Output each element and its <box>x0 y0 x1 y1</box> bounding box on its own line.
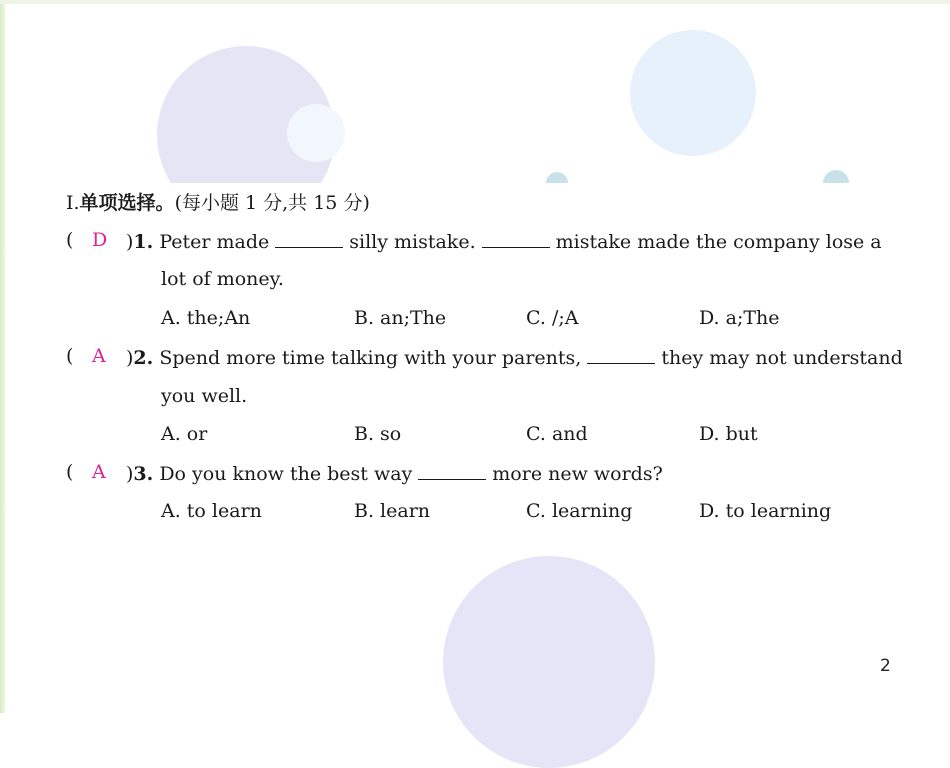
q3-option-b: B. learn <box>354 500 431 522</box>
q3-blank <box>418 461 486 480</box>
bg-circle-small-blue <box>287 104 345 162</box>
q1-option-a: A. the;An <box>161 307 251 329</box>
q2-answer: A <box>92 345 106 367</box>
q3-text-b: more new words? <box>492 463 663 485</box>
q3-option-c: C. learning <box>526 500 633 522</box>
section-note: (每小题 1 分,共 15 分) <box>174 192 370 214</box>
q2-option-c: C. and <box>526 423 588 445</box>
q2-option-b: B. so <box>354 423 402 445</box>
q1-line <box>126 229 886 253</box>
q1-paren-close: ) <box>126 231 134 253</box>
q1-text-a: Peter made <box>159 231 270 253</box>
q1-option-c: C. ∕;A <box>526 307 579 329</box>
q3-paren-close: ) <box>126 463 134 485</box>
q3-paren-open: ( <box>66 461 74 483</box>
section-heading <box>66 188 370 215</box>
q1-answer: D <box>92 229 108 251</box>
q1-option-d: D. a;The <box>699 307 780 329</box>
section-title: 单项选择。 <box>79 192 175 214</box>
q3-text-a: Do you know the best way <box>159 463 413 485</box>
q1-number: 1. <box>133 231 154 253</box>
q1-option-b: B. an;The <box>354 307 447 329</box>
bg-circle-light-blue <box>630 30 756 156</box>
q1-continuation: lot of money. <box>161 268 284 290</box>
q2-text-a: Spend more time talking with your parents, <box>159 347 582 369</box>
q2-text-b: they may not understand <box>661 347 903 369</box>
q2-option-d: D. but <box>699 423 758 445</box>
q2-continuation: you well. <box>161 385 248 407</box>
q3-line <box>126 461 663 485</box>
q3-answer: A <box>92 461 106 483</box>
q2-line <box>126 345 903 369</box>
q3-number: 3. <box>133 463 154 485</box>
q3-option-d: D. to learning <box>699 500 832 522</box>
q1-text-b: silly mistake. <box>349 231 476 253</box>
page-number: 2 <box>880 656 891 676</box>
q2-paren-close: ) <box>126 347 134 369</box>
q2-blank <box>587 345 655 364</box>
q1-blank-1 <box>275 229 343 248</box>
bg-circle-lavender-bottom <box>443 556 655 768</box>
q1-text-c: mistake made the company lose a <box>555 231 882 253</box>
left-edge-decoration <box>0 0 6 713</box>
top-edge-decoration <box>0 0 950 4</box>
q2-number: 2. <box>133 347 154 369</box>
q2-option-a: A. or <box>161 423 208 445</box>
q1-blank-2 <box>482 229 550 248</box>
q2-paren-open: ( <box>66 345 74 367</box>
q1-paren-open: ( <box>66 229 74 251</box>
q3-option-a: A. to learn <box>161 500 262 522</box>
section-numeral: Ⅰ. <box>66 192 80 214</box>
